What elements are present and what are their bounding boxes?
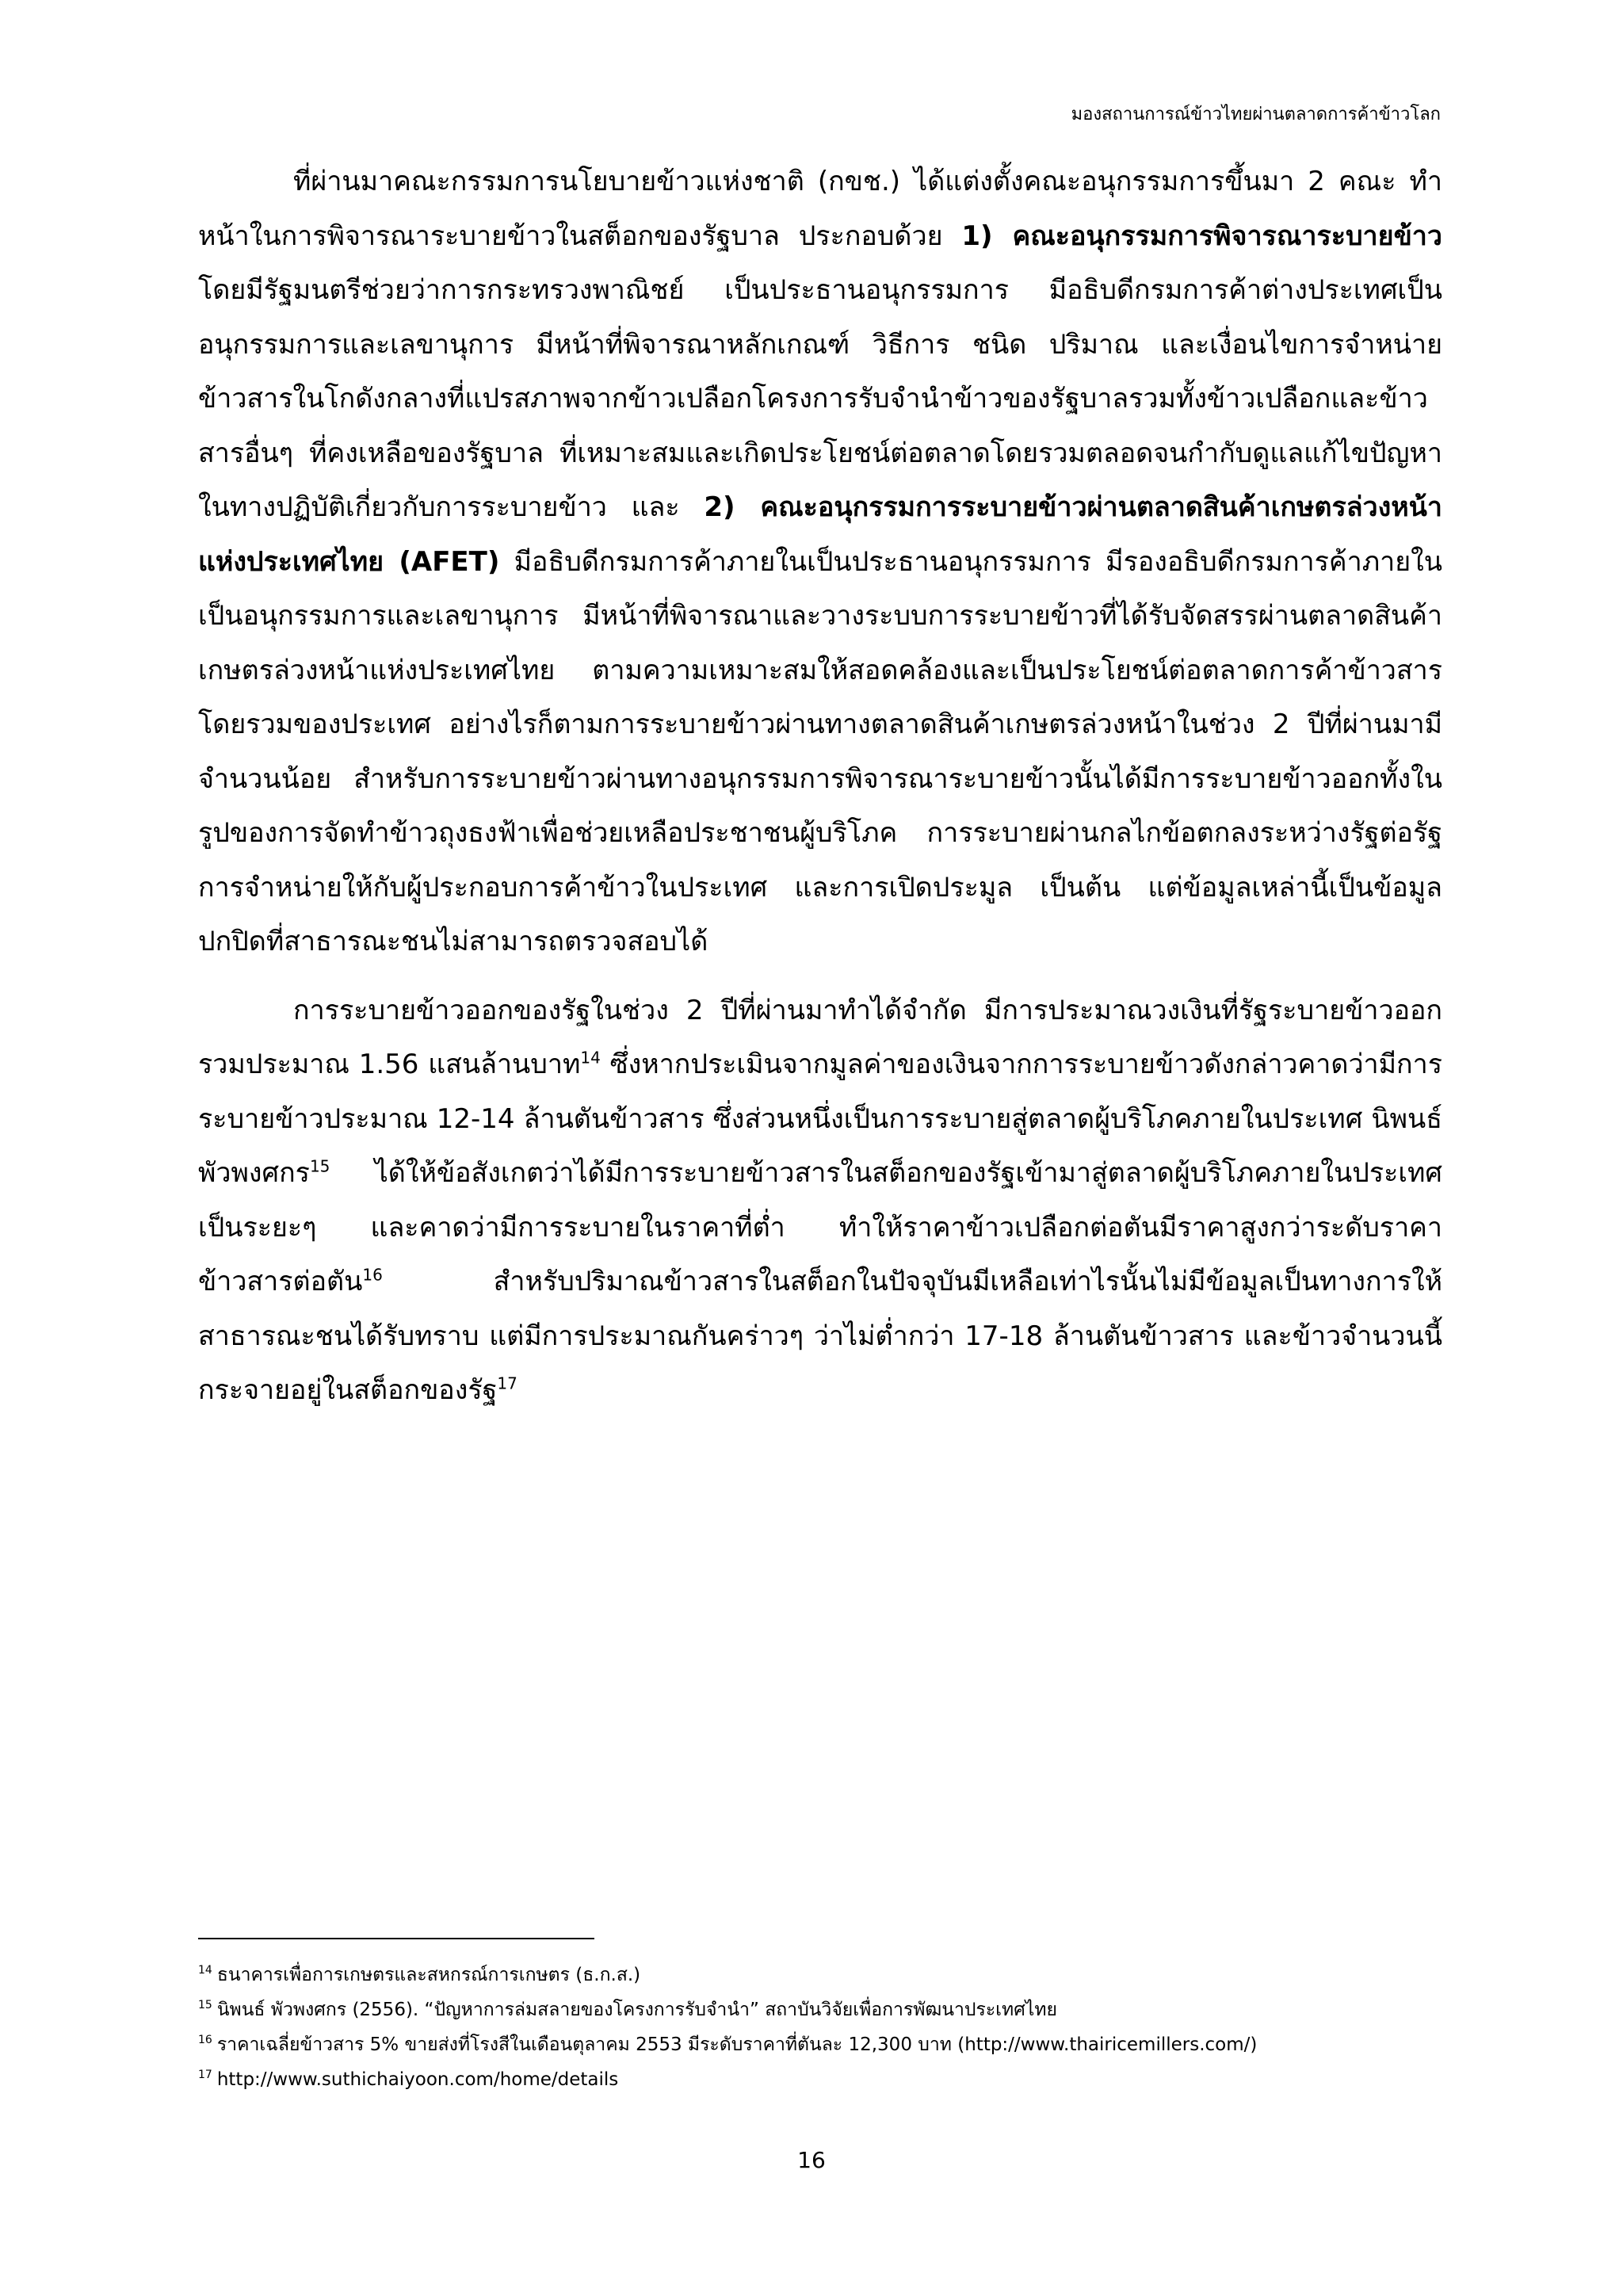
footnote-number: 17	[198, 2069, 212, 2082]
footnote-17	[198, 2062, 1450, 2097]
footnote-ref-17[interactable]: 17	[497, 1373, 517, 1393]
paragraph-1	[198, 155, 1442, 969]
committee-1-heading: 1) คณะอนุกรรมการพิจารณาระบายข้าว	[961, 220, 1442, 252]
footnote-text[interactable]: ราคาเฉลี่ยข้าวสาร 5% ขายส่งที่โรงสีในเดือนตุลาคม 2553 มีระดับราคาที่ตันละ 12,300 บาท (http://www.thairicemillers.com/)	[216, 2034, 1258, 2055]
footnote-16	[198, 2027, 1450, 2062]
footnote-divider	[198, 1938, 594, 1939]
page-number: 16	[797, 2147, 826, 2173]
footnotes	[198, 1958, 1450, 2097]
footnote-15	[198, 1992, 1450, 2027]
footnote-ref-15[interactable]: 15	[309, 1156, 330, 1176]
footnote-14	[198, 1958, 1450, 1992]
paragraph-2-text-3: ได้ให้ข้อสังเกตว่าได้มีการระบายข้าวสารในสต็อกของรัฐเข้ามาสู่ตลาดผู้บริโภคภายในประเทศเป็นระยะๆ และคาดว่ามีการระบายในราคาที่ต่ำ ทำให้ราคาข้าวเปลือกต่อตันมีราคาสูงกว่าระดับราคาข้าวสารต่อตัน	[198, 1157, 1442, 1297]
paragraph-2-text-2: ซึ่งหากประเมินจากมูลค่าของเงินจากการระบายข้าวดังกล่าวคาดว่ามีการระบายข้าวประมาณ 12-14 ล้านตันข้าวสาร ซึ่งส่วนหนึ่งเป็นการระบายสู่ตลาดผู้บริโภคภายในประเทศ นิพนธ์ พัวพงศกร	[198, 1049, 1442, 1189]
footnote-link[interactable]: http://www.suthichaiyoon.com/home/details	[216, 2069, 619, 2090]
committee-2-heading: 2) คณะอนุกรรมการระบายข้าวผ่านตลาดสินค้าเกษตรล่วงหน้าแห่งประเทศไทย (AFET)	[198, 491, 1442, 578]
running-header: มองสถานการณ์ข้าวไทยผ่านตลาดการค้าข้าวโลก	[1071, 105, 1441, 124]
footnote-text: ธนาคารเพื่อการเกษตรและสหกรณ์การเกษตร (ธ.ก.ส.)	[216, 1965, 641, 1985]
paragraph-2	[198, 984, 1442, 1418]
footnote-ref-14[interactable]: 14	[580, 1048, 601, 1068]
paragraph-2-text-4: สำหรับปริมาณข้าวสารในสต็อกในปัจจุบันมีเหลือเท่าไรนั้นไม่มีข้อมูลเป็นทางการให้สาธารณะชนได้รับทราบ แต่มีการประมาณกันคร่าวๆ ว่าไม่ต่ำกว่า 17-18 ล้านตันข้าวสาร และข้าวจำนวนนี้กระจายอยู่ในสต็อกของรัฐ	[198, 1266, 1442, 1406]
footnote-number: 14	[198, 1964, 212, 1977]
paragraph-1-text-3: มีอธิบดีกรมการค้าภายในเป็นประธานอนุกรรมการ มีรองอธิบดีกรมการค้าภายในเป็นอนุกรรมการและเลขานุการ มีหน้าที่พิจารณาและวางระบบการระบายข้าวที่ได้รับจัดสรรผ่านตลาดสินค้าเกษตรล่วงหน้าแห่งประเทศไทย ตามความเหมาะสมให้สอดคล้องและเป็นประโยชน์ต่อตลาดการค้าข้าวสารโดยรวมของประเทศ อย่างไรก็ตามการระบายข้าวผ่านทางตลาดสินค้าเกษตรล่วงหน้าในช่วง 2 ปีที่ผ่านมามีจำนวนน้อย สำหรับการระบายข้าวผ่านทางอนุกรรมการพิจารณาระบายข้าวนั้นได้มีการระบายข้าวออกทั้งในรูปของการจัดทำข้าวถุงธงฟ้าเพื่อช่วยเหลือประชาชนผู้บริโภค การระบายผ่านกลไกข้อตกลงระหว่างรัฐต่อรัฐ การจำหน่ายให้กับผู้ประกอบการค้าข้าวในประเทศ และการเปิดประมูล เป็นต้น แต่ข้อมูลเหล่านี้เป็นข้อมูลปกปิดที่สาธารณะชนไม่สามารถตรวจสอบได้	[198, 545, 1442, 957]
footnote-ref-16[interactable]: 16	[362, 1265, 383, 1285]
footnote-text: นิพนธ์ พัวพงศกร (2556). “ปัญหาการล่มสลายของโครงการรับจำนำ” สถาบันวิจัยเพื่อการพัฒนาประเทศไทย	[216, 2000, 1058, 2020]
body-text	[198, 155, 1442, 1418]
paragraph-1-text-1: ที่ผ่านมาคณะกรรมการนโยบายข้าวแห่งชาติ (กขช.) ได้แต่งตั้งคณะอนุกรรมการขึ้นมา 2 คณะ ทำหน้าในการพิจารณาระบายข้าวในสต็อกของรัฐบาล ประกอบด้วย	[198, 166, 1442, 252]
paragraph-2-text-1: การระบายข้าวออกของรัฐในช่วง 2 ปีที่ผ่านมาทำได้จำกัด มีการประมาณวงเงินที่รัฐระบายข้าวออกรวมประมาณ 1.56 แสนล้านบาท	[198, 994, 1442, 1080]
footnote-number: 16	[198, 2034, 212, 2047]
paragraph-1-text-2: โดยมีรัฐมนตรีช่วยว่าการกระทรวงพาณิชย์ เป็นประธานอนุกรรมการ มีอธิบดีกรมการค้าต่างประเทศเป็นอนุกรรมการและเลขานุการ มีหน้าที่พิจารณาหลักเกณฑ์ วิธีการ ชนิด ปริมาณ และเงื่อนไขการจำหน่ายข้าวสารในโกดังกลางที่แปรสภาพจากข้าวเปลือกโครงการรับจำนำข้าวของรัฐบาลรวมทั้งข้าวเปลือกและข้าวสารอื่นๆ ที่คงเหลือของรัฐบาล ที่เหมาะสมและเกิดประโยชน์ต่อตลาดโดยรวมตลอดจนกำกับดูแลแก้ไขปัญหาในทางปฏิบัติเกี่ยวกับการระบายข้าว และ	[198, 274, 1442, 523]
footnote-number: 15	[198, 1999, 212, 2012]
